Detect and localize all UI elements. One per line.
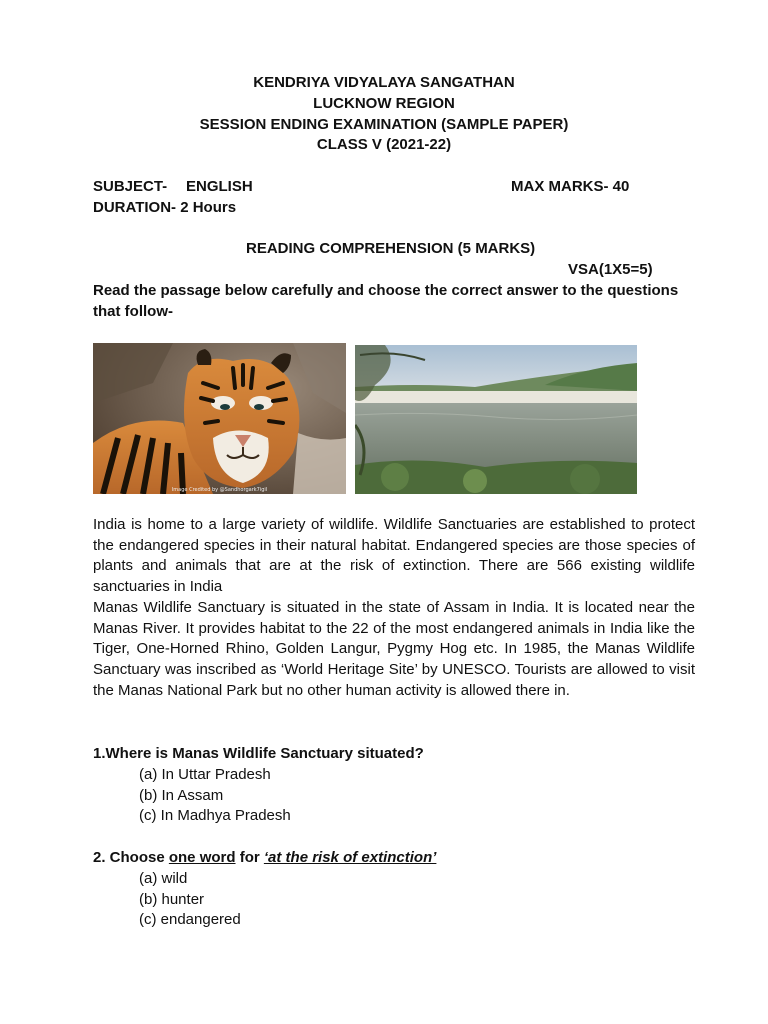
question-1: 1.Where is Manas Wildlife Sanctuary situated?: [93, 745, 424, 762]
q1-option-c: (c) In Madhya Pradesh: [139, 807, 291, 824]
passage-paragraph-1: India is home to a large variety of wildlife. Wildlife Sanctuaries are established to protect the endangered species in their natural habitat. Endangered species are those species of plants and animals that are at the risk of extinction. There are 566 existing wildlife sanctuaries in India: [93, 516, 695, 596]
river-landscape-photo: [355, 345, 637, 494]
passage-paragraph-2: Manas Wildlife Sanctuary is situated in the state of Assam in India. It is located near the Manas River. It provides habitat to the 22 of the most endangered animals in India like the Tiger, One-Horned Rhino, Golden Langur, Pygmy Hog etc. In 1985, the Manas Wildlife Sanctuary was inscribed as ‘World Heritage Site’ by UNESCO. Tourists are allowed to visit the Manas National Park but no other human activity is allowed there in.: [93, 599, 695, 699]
q1-option-b: (b) In Assam: [139, 787, 224, 804]
question-2: [93, 848, 436, 868]
subject-label: SUBJECT-: [93, 178, 168, 195]
subject-value: ENGLISH: [186, 178, 253, 195]
q1-option-a: (a) In Uttar Pradesh: [139, 766, 271, 783]
instruction-line-2: that follow-: [93, 303, 173, 320]
tiger-photo: [93, 343, 346, 494]
q2-middle: for: [235, 849, 264, 866]
q2-option-b: (b) hunter: [139, 891, 205, 908]
org-title: KENDRIYA VIDYALAYA SANGATHAN: [253, 74, 515, 91]
instruction-line-1: Read the passage below carefully and choose the correct answer to the questions: [93, 282, 679, 299]
vsa-marks: VSA(1X5=5): [568, 261, 653, 278]
q2-option-a: (a) wild: [139, 870, 188, 887]
tiger-photo-caption: Image Credited by @Sandhorgark7igil: [171, 487, 268, 493]
q2-phrase: ‘at the risk of extinction’: [263, 849, 437, 866]
section-title: READING COMPREHENSION (5 MARKS): [246, 240, 536, 257]
region-title: LUCKNOW REGION: [313, 95, 455, 112]
max-marks: MAX MARKS- 40: [511, 178, 630, 195]
q2-underlined-word: one word: [168, 849, 236, 866]
exam-title: SESSION ENDING EXAMINATION (SAMPLE PAPER): [199, 116, 569, 133]
class-title: CLASS V (2021-22): [316, 136, 452, 153]
q2-option-c: (c) endangered: [139, 911, 241, 928]
duration: DURATION- 2 Hours: [93, 199, 237, 216]
q2-prefix: 2. Choose: [93, 849, 169, 866]
